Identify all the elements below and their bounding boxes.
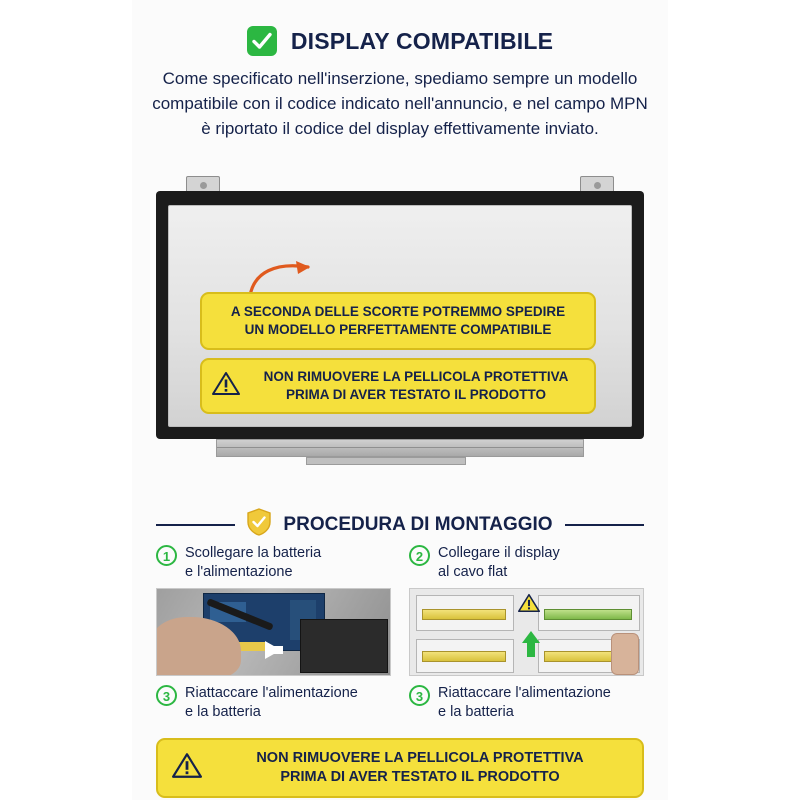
panel-bracket-left [186,176,220,192]
panel-bracket-right [580,176,614,192]
intro-text: Come specificato nell'inserzione, spediamo sempre un modello compatibile con il codice indicato nell'annuncio, e nel campo MPN è riportato il codice del display effettivamente inviato. [152,69,648,138]
bottom-warning-line1: NON RIMUOVERE LA PELLICOLA PROTETTIVA [256,750,584,766]
film-callout-line1: NON RIMUOVERE LA PELLICOLA PROTETTIVA [263,369,569,384]
step-1-text [185,544,321,582]
step-2-head [409,544,644,586]
flat-cable [306,457,466,465]
step-3-left-text [185,684,358,722]
steps-row-top [156,544,644,676]
step-3-right-text [438,684,611,722]
warning-triangle-icon [212,371,240,401]
motherboard-battery-photo [156,588,391,676]
header [132,26,668,56]
step-2 [409,544,644,676]
divider-left [156,524,235,526]
step-3-right-number: 3 [409,685,430,706]
protective-film-callout-text [248,368,584,404]
page-title: DISPLAY COMPATIBILE [290,27,554,54]
warning-triangle-icon-small [518,593,540,618]
film-callout-line2: PRIMA DI AVER TESTATO IL PRODOTTO [285,387,546,402]
check-icon [247,26,277,56]
flat-cable-connector-photo [409,588,644,676]
panel-bottom-strip [216,439,584,457]
step-1-head [156,544,391,586]
step-1-line2: e l'alimentazione [185,564,293,580]
motherboard-battery-scene [157,589,390,675]
step-3-left-number: 3 [156,685,177,706]
step-1 [156,544,391,676]
warning-triangle-icon-bottom [172,752,202,784]
procedure-steps [156,544,644,726]
step-3-left-line2: e la batteria [185,704,261,720]
step-2-line1: Collegare il display [438,545,560,561]
step-2-text [438,544,560,582]
step-3-right-head [409,684,644,726]
step-2-line2: al cavo flat [438,564,508,580]
flat-cable-strip-1 [422,609,506,620]
step-3-right [409,684,644,726]
display-panel-illustration [156,176,644,478]
step-3-right-line2: e la batteria [438,704,514,720]
step-3-left-head [156,684,391,726]
step-1-line1: Scollegare la batteria [185,545,322,561]
stock-callout [200,292,596,350]
right-margin [668,0,800,800]
left-margin [0,0,132,800]
connector-scene [410,589,643,675]
steps-row-bottom [156,684,644,726]
step-3-left-line1: Riattaccare l'alimentazione [185,685,358,701]
white-arrow-icon [265,641,281,659]
battery-pack [300,619,388,673]
procedure-header [156,508,644,541]
step-2-number: 2 [409,545,430,566]
procedure-title: PROCEDURA DI MONTAGGIO [283,513,553,535]
step-1-number: 1 [156,545,177,566]
step-3-right-line1: Riattaccare l'alimentazione [438,685,611,701]
bottom-warning-banner [156,738,644,798]
flat-cable-strip-2 [544,609,632,620]
divider-right [565,524,644,526]
finger [611,633,639,675]
green-up-arrow-icon [522,631,540,643]
bottom-warning-text [212,749,628,787]
bottom-warning-line2: PRIMA DI AVER TESTATO IL PRODOTTO [280,769,560,785]
step-3-left [156,684,391,726]
content-sheet [132,0,668,800]
stock-callout-line2: UN MODELLO PERFETTAMENTE COMPATIBILE [244,322,552,337]
protective-film-callout [200,358,596,414]
shield-icon [247,508,271,541]
stock-callout-line1: A SECONDA DELLE SCORTE POTREMMO SPEDIRE [230,304,566,319]
flat-cable-strip-3 [422,651,506,662]
